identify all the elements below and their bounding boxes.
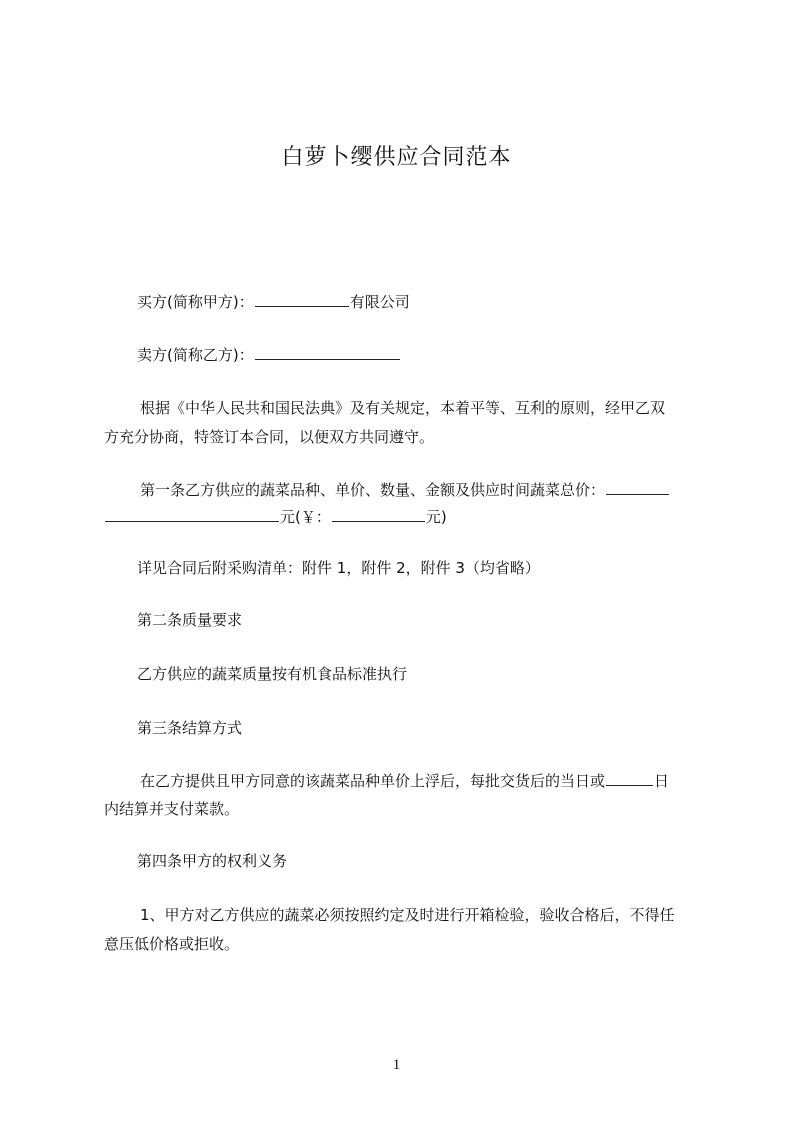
article4-title: 第四条甲方的权利义务 (137, 852, 288, 870)
article3-line-1 (140, 771, 669, 791)
article1-total-blank-a (606, 480, 669, 495)
intro-line-1: 根据《中华人民共和国民法典》及有关规定，本着平等、互利的原则，经甲乙双 (140, 399, 666, 417)
article2-title: 第二条质量要求 (137, 611, 243, 629)
buyer-line (137, 292, 410, 312)
article2-text: 乙方供应的蔬菜质量按有机食品标准执行 (137, 665, 408, 683)
article1-amount-blank (332, 507, 425, 522)
article4-item1-line-1: 1、甲方对乙方供应的蔬菜必须按照约定及时进行开箱检验，验收合格后，不得任 (140, 906, 675, 924)
article3-day-unit: 日 (654, 772, 670, 790)
seller-line (137, 345, 401, 365)
article4-item1-line-2: 意压低价格或拒收。 (104, 935, 240, 953)
seller-blank (255, 345, 400, 360)
attachments-line: 详见合同后附采购清单：附件 1，附件 2，附件 3（均省略） (137, 559, 540, 577)
buyer-label: 买方(简称甲方)： (137, 293, 254, 311)
seller-label: 卖方(简称乙方)： (137, 346, 254, 364)
article1-close: 元) (425, 508, 447, 526)
article1-line-1 (140, 480, 670, 500)
page-number: 1 (392, 1057, 401, 1073)
article3-line-2: 内结算并支付菜款。 (104, 800, 240, 818)
article1-line-2 (104, 507, 447, 527)
article3-text: 在乙方提供且甲方同意的该蔬菜品种单价上浮后，每批交货后的当日或 (140, 772, 606, 790)
article3-title: 第三条结算方式 (137, 719, 243, 737)
intro-line-2: 方充分协商，特签订本合同，以便双方共同遵守。 (104, 428, 435, 446)
article3-days-blank (606, 771, 653, 786)
article1-text: 第一条乙方供应的蔬菜品种、单价、数量、金额及供应时间蔬菜总价： (140, 481, 606, 499)
buyer-blank (255, 292, 349, 307)
document-title: 白萝卜缨供应合同范本 (281, 145, 512, 170)
article1-total-blank-b (105, 507, 279, 522)
buyer-suffix: 有限公司 (349, 293, 410, 311)
article1-yuan-label: 元(￥： (280, 508, 331, 526)
